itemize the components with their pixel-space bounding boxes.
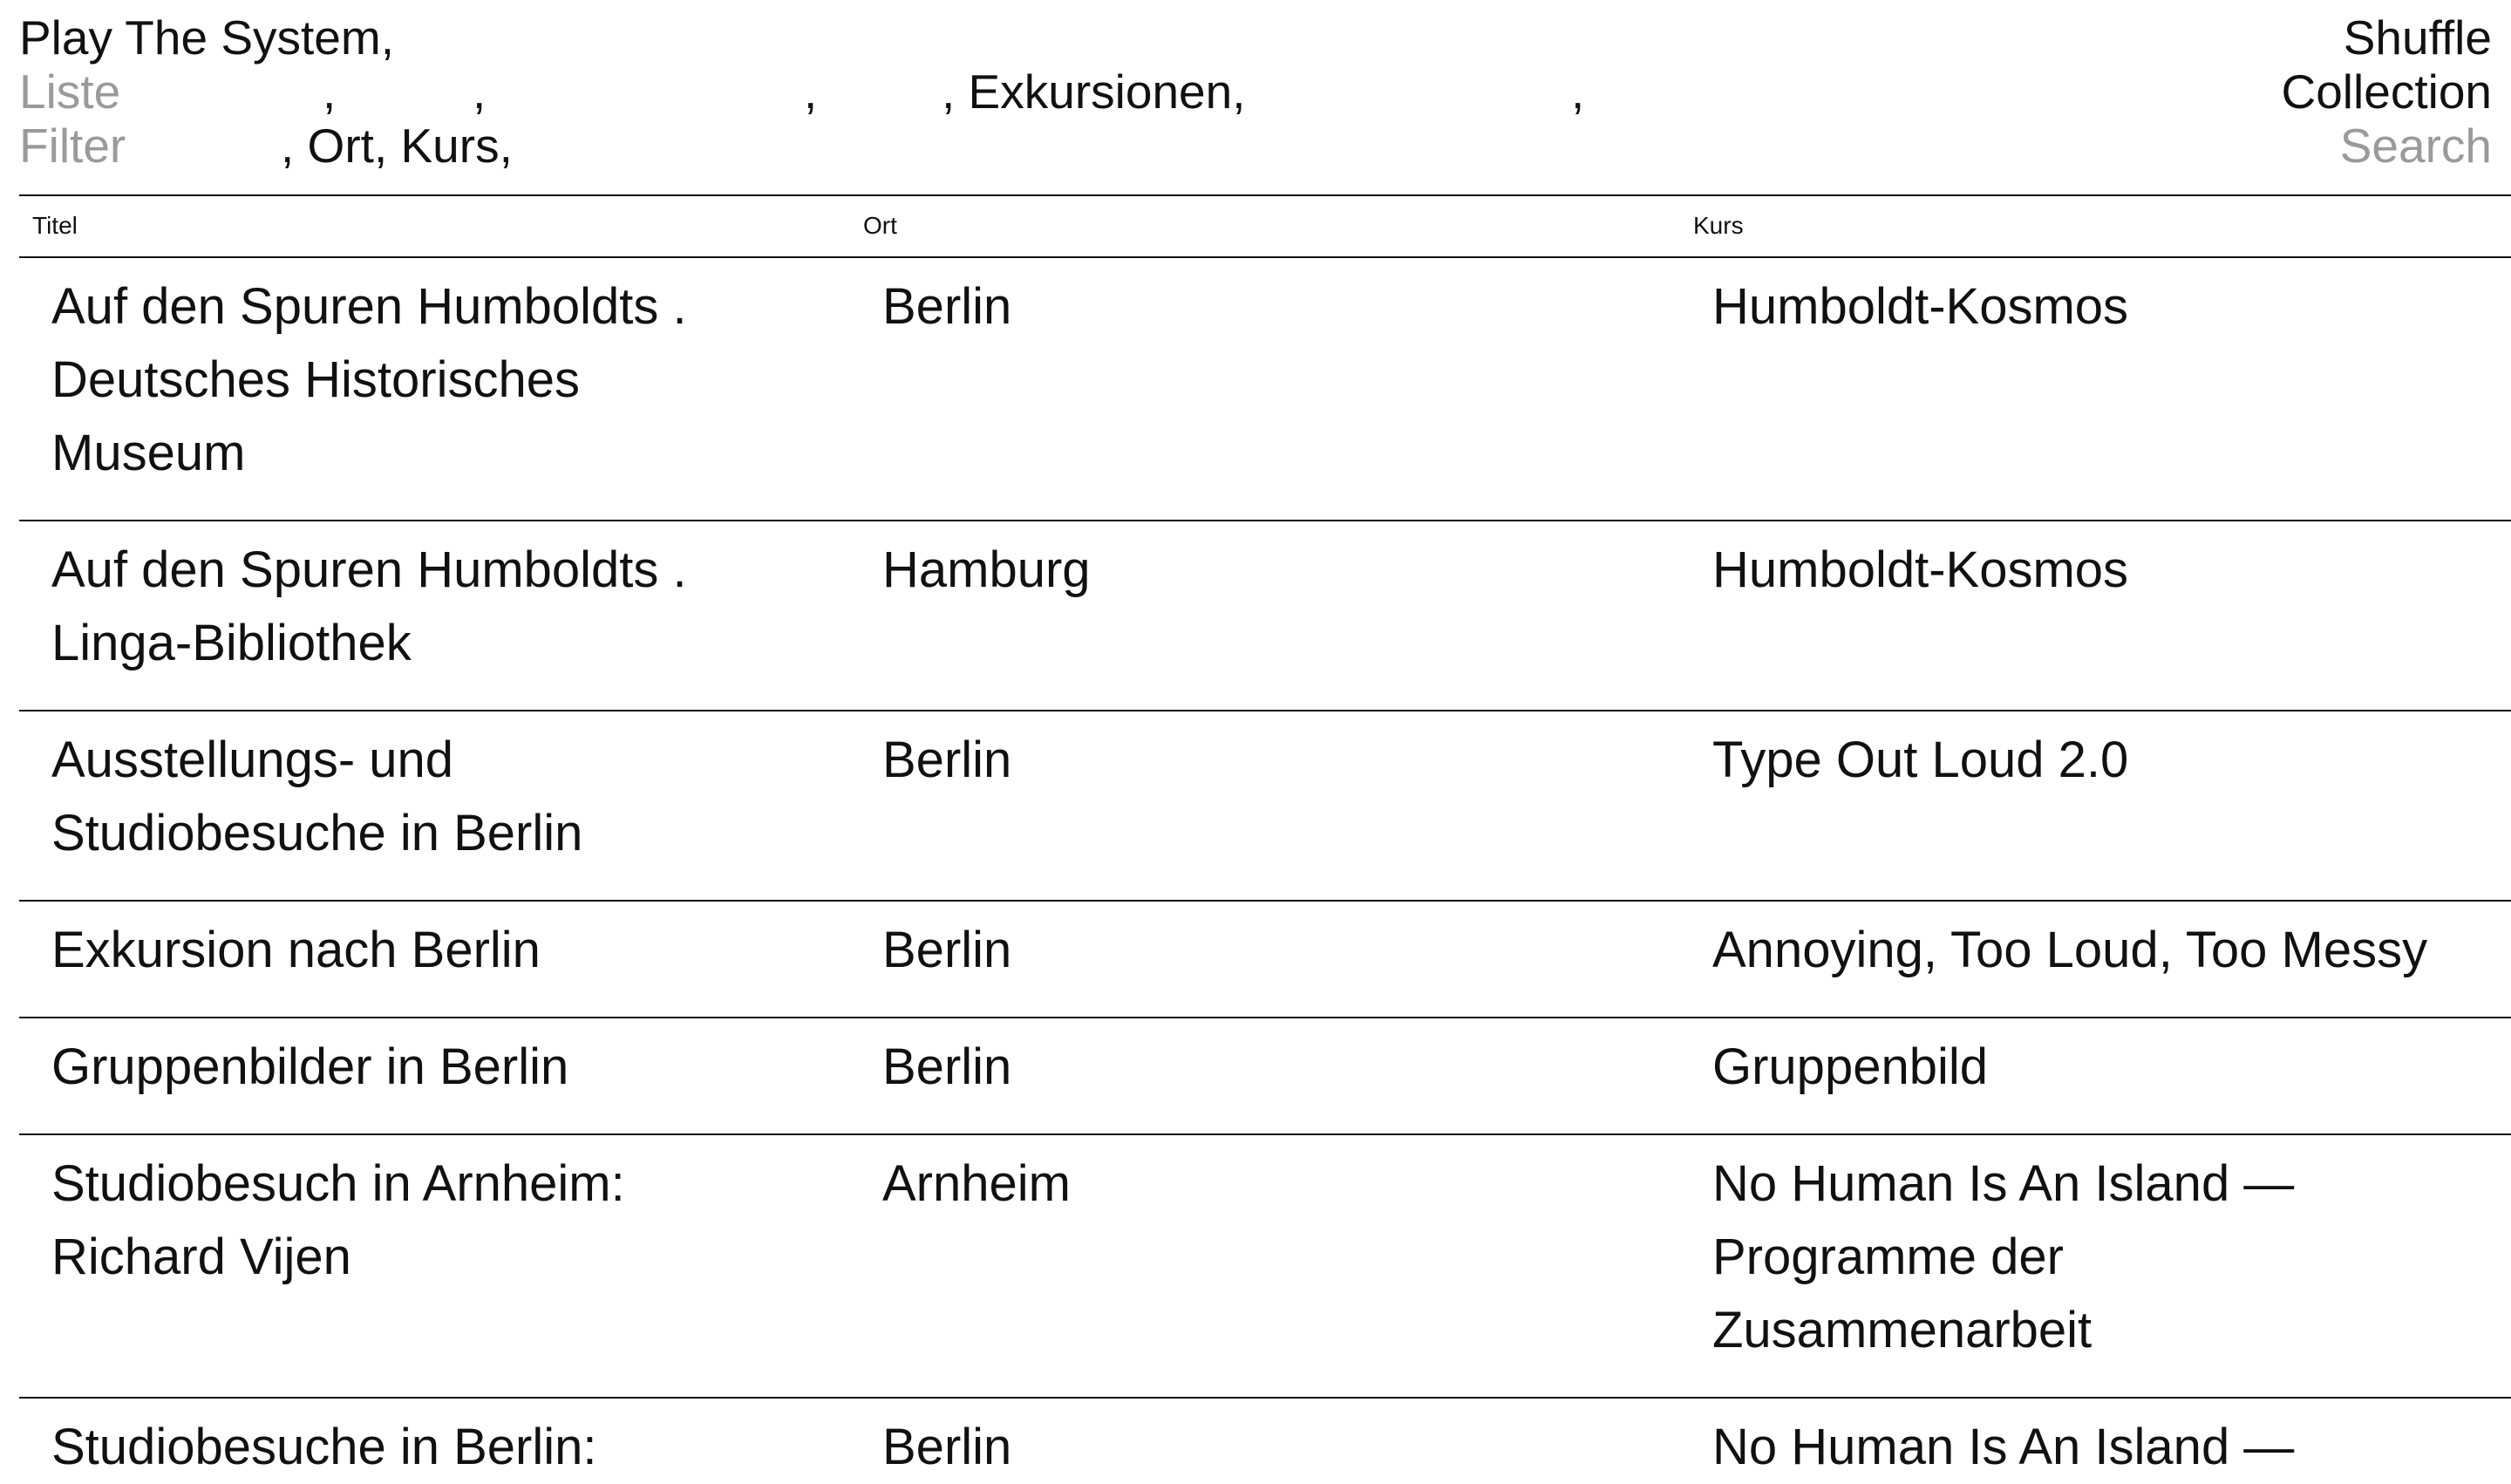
liste-separator: , xyxy=(323,65,337,119)
liste-nav xyxy=(19,65,1676,119)
row-kurs-line: Gruppenbild xyxy=(1712,1038,1988,1095)
row-kurs xyxy=(1712,534,2497,607)
shuffle-link[interactable]: Shuffle xyxy=(2343,10,2492,65)
filter-view-link[interactable]: Filter xyxy=(19,119,126,173)
row-kurs-line: Humboldt-Kosmos xyxy=(1712,278,2129,335)
row-title[interactable] xyxy=(51,724,836,870)
row-kurs xyxy=(1712,1031,2497,1104)
row-kurs-line: No Human Is An Island — xyxy=(1712,1155,2295,1212)
liste-view-link[interactable]: Liste xyxy=(19,65,121,119)
row-kurs-line: Zusammenarbeit xyxy=(1712,1302,2092,1358)
row-ort: Berlin xyxy=(882,922,1012,978)
row-ort: Berlin xyxy=(882,278,1012,335)
search-link[interactable]: Search xyxy=(2339,119,2492,173)
site-title[interactable] xyxy=(19,10,394,65)
row-title[interactable] xyxy=(51,914,836,987)
row-kurs-line: Type Out Loud 2.0 xyxy=(1712,732,2129,788)
row-title-line: Gruppenbilder in Berlin xyxy=(51,1038,569,1095)
row-ort: Berlin xyxy=(882,1419,1012,1475)
row-kurs xyxy=(1712,270,2497,344)
row-title[interactable] xyxy=(51,534,836,680)
row-ort: Berlin xyxy=(882,1038,1012,1095)
liste-separator: , xyxy=(804,65,818,119)
row-kurs-line: No Human Is An Island — xyxy=(1712,1419,2295,1475)
row-title-line: Auf den Spuren Humboldts . xyxy=(51,541,687,598)
row-kurs xyxy=(1712,1147,2497,1367)
liste-separator: , xyxy=(1571,65,1585,119)
site-header xyxy=(19,0,2492,194)
row-divider xyxy=(19,900,2511,902)
row-kurs xyxy=(1712,1411,2497,1484)
row-title-line: Ausstellungs- und xyxy=(51,732,454,788)
row-ort: Berlin xyxy=(882,732,1012,788)
row-ort: Arnheim xyxy=(882,1155,1071,1212)
site-title-text[interactable]: Play The System, xyxy=(19,10,394,65)
row-title-line: Studiobesuche in Berlin xyxy=(51,805,583,861)
column-header-divider xyxy=(19,256,2511,258)
row-kurs-line: Programme der xyxy=(1712,1229,2064,1285)
liste-separator: , xyxy=(473,65,487,119)
row-divider xyxy=(19,1397,2511,1399)
column-header-kurs[interactable]: Kurs xyxy=(1693,212,1744,239)
category-exkursionen-link[interactable]: , Exkursionen, xyxy=(942,65,1246,119)
row-kurs xyxy=(1712,724,2497,797)
row-title-line: Richard Vijen xyxy=(51,1229,351,1285)
row-title-line: Auf den Spuren Humboldts . xyxy=(51,278,687,335)
row-title[interactable] xyxy=(51,270,836,490)
row-divider xyxy=(19,1133,2511,1135)
header-divider xyxy=(19,194,2511,196)
row-title-line: Linga-Bibliothek xyxy=(51,615,412,671)
view-menu xyxy=(2281,10,2492,173)
row-ort: Hamburg xyxy=(882,541,1091,598)
row-title[interactable] xyxy=(51,1411,836,1484)
row-title-line: Studiobesuche in Berlin: xyxy=(51,1419,597,1475)
row-divider xyxy=(19,1017,2511,1018)
row-title-line: Museum xyxy=(51,425,246,481)
row-kurs xyxy=(1712,914,2497,987)
row-divider xyxy=(19,710,2511,711)
row-title-line: Studiobesuch in Arnheim: xyxy=(51,1155,625,1212)
filter-fields[interactable]: , Ort, Kurs, xyxy=(281,119,513,173)
row-title-line: Exkursion nach Berlin xyxy=(51,922,541,978)
column-header-ort[interactable]: Ort xyxy=(863,212,897,239)
row-title[interactable] xyxy=(51,1147,836,1294)
row-kurs-line: Humboldt-Kosmos xyxy=(1712,541,2129,598)
collection-link[interactable]: Collection xyxy=(2281,65,2492,119)
row-title-line: Deutsches Historisches xyxy=(51,351,580,408)
row-divider xyxy=(19,520,2511,521)
row-kurs-line: Annoying, Too Loud, Too Messy xyxy=(1712,922,2428,978)
filter-nav xyxy=(19,119,629,173)
column-header-titel[interactable]: Titel xyxy=(32,212,78,239)
row-title[interactable] xyxy=(51,1031,836,1104)
